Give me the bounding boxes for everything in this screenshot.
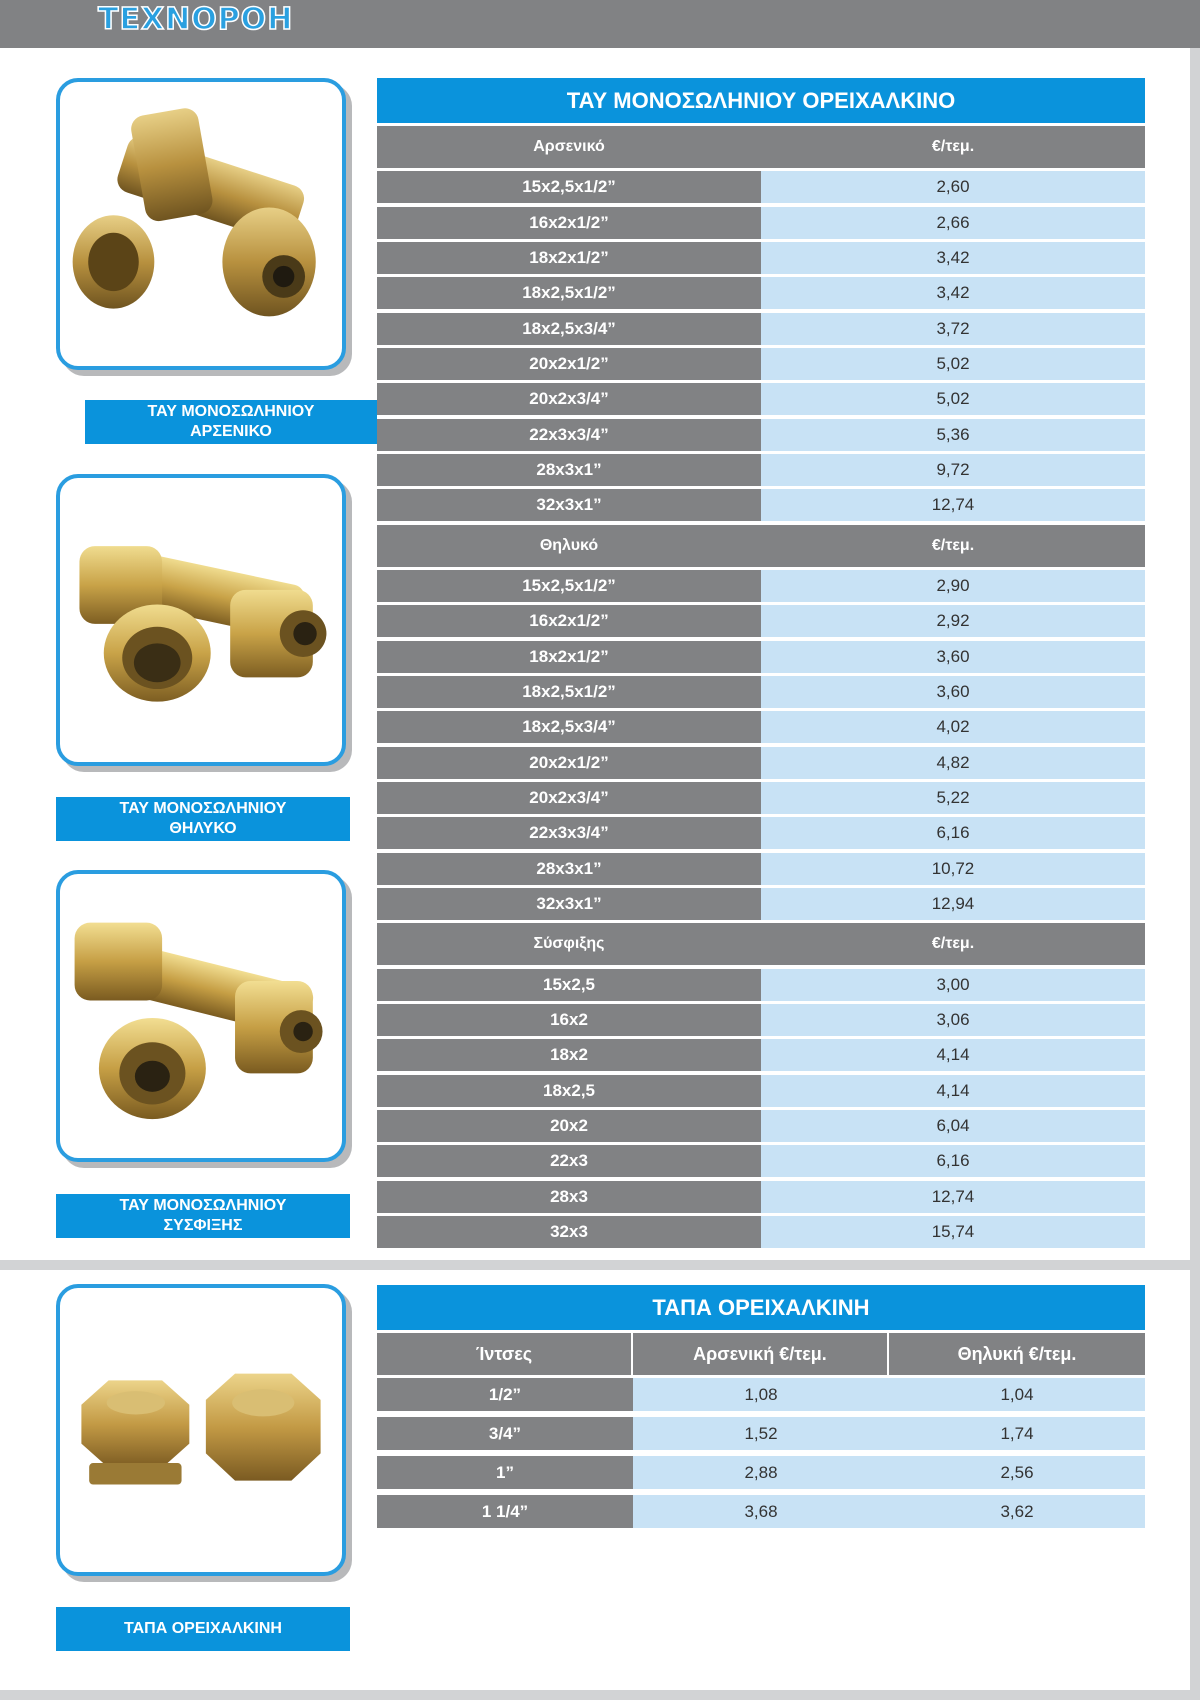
size-cell: 20x2x1/2” <box>377 747 761 779</box>
size-cell: 20x2x1/2” <box>377 348 761 380</box>
price-cell: 2,90 <box>761 570 1145 602</box>
brass-tee-female-icon <box>60 478 342 762</box>
table-row <box>377 1039 1145 1071</box>
caption-line: ΣΥΣΦΙΞΗΣ <box>163 1217 243 1234</box>
price-cell: 3,06 <box>761 1004 1145 1036</box>
header-female-price: Θηλυκή €/τεμ. <box>889 1333 1145 1375</box>
table-row <box>377 1110 1145 1142</box>
section-type-label: Σύσφιξης <box>377 923 761 965</box>
table-row <box>377 1075 1145 1107</box>
caption-cap <box>56 1607 350 1651</box>
cap-table-title: ΤΑΠΑ ΟΡΕΙΧΑΛΚΙΝΗ <box>377 1285 1145 1330</box>
table-row <box>377 782 1145 814</box>
product-photo-tee-male <box>56 78 346 370</box>
price-cell: 3,60 <box>761 676 1145 708</box>
size-cell: 28x3x1” <box>377 853 761 885</box>
size-cell: 1 1/4” <box>377 1495 633 1528</box>
table-row <box>377 1456 1145 1489</box>
caption-tee-female <box>56 797 350 841</box>
product-photo-tee-female <box>56 474 346 766</box>
section-type-label: Θηλυκό <box>377 525 761 567</box>
price-cell: 5,36 <box>761 419 1145 451</box>
size-cell: 18x2 <box>377 1039 761 1071</box>
tee-table-body <box>377 126 1145 1248</box>
size-cell: 1/2” <box>377 1378 633 1411</box>
size-cell: 18x2,5x3/4” <box>377 313 761 345</box>
table-row <box>377 888 1145 920</box>
size-cell: 28x3x1” <box>377 454 761 486</box>
table-row <box>377 1417 1145 1450</box>
price-cell: 3,00 <box>761 969 1145 1001</box>
price-cell: 6,16 <box>761 817 1145 849</box>
cap-price-table <box>377 1285 1145 1534</box>
size-cell: 18x2,5x3/4” <box>377 711 761 743</box>
size-cell: 18x2,5x1/2” <box>377 676 761 708</box>
table-row <box>377 1145 1145 1177</box>
caption-line: ΑΡΣΕΝΙΚΟ <box>190 423 272 440</box>
price-cell: 12,74 <box>761 489 1145 521</box>
price-cell: 9,72 <box>761 454 1145 486</box>
table-row <box>377 1216 1145 1248</box>
table-row <box>377 313 1145 345</box>
size-cell: 18x2x1/2” <box>377 641 761 673</box>
price-cell: 12,74 <box>761 1181 1145 1213</box>
size-cell: 15x2,5x1/2” <box>377 171 761 203</box>
price-header-label: €/τεμ. <box>761 126 1145 168</box>
price-cell: 2,60 <box>761 171 1145 203</box>
brass-tee-compression-icon <box>60 874 342 1158</box>
size-cell: 32x3x1” <box>377 888 761 920</box>
table-row <box>377 277 1145 309</box>
table-row <box>377 171 1145 203</box>
price-cell: 2,66 <box>761 207 1145 239</box>
female-price-cell: 3,62 <box>889 1495 1145 1528</box>
price-header-label: €/τεμ. <box>761 525 1145 567</box>
male-price-cell: 1,08 <box>633 1378 889 1411</box>
price-cell: 4,02 <box>761 711 1145 743</box>
section-divider <box>0 1260 1200 1270</box>
price-cell: 5,22 <box>761 782 1145 814</box>
size-cell: 20x2x3/4” <box>377 782 761 814</box>
tee-table-title: ΤΑΥ ΜΟΝΟΣΩΛΗΝΙΟΥ ΟΡΕΙΧΑΛΚΙΝΟ <box>377 78 1145 123</box>
table-row <box>377 817 1145 849</box>
price-cell: 5,02 <box>761 383 1145 415</box>
table-row <box>377 1004 1145 1036</box>
price-cell: 2,92 <box>761 605 1145 637</box>
size-cell: 22x3x3/4” <box>377 419 761 451</box>
table-row <box>377 1181 1145 1213</box>
price-cell: 4,14 <box>761 1039 1145 1071</box>
table-row <box>377 207 1145 239</box>
table-row <box>377 419 1145 451</box>
size-cell: 16x2x1/2” <box>377 605 761 637</box>
caption-tee-compression <box>56 1194 350 1238</box>
size-cell: 22x3 <box>377 1145 761 1177</box>
brand-logo: ΤΕΧΝΟΡΟΗ <box>98 2 294 37</box>
price-header-label: €/τεμ. <box>761 923 1145 965</box>
table-row <box>377 454 1145 486</box>
price-cell: 3,42 <box>761 277 1145 309</box>
price-cell: 15,74 <box>761 1216 1145 1248</box>
table-row <box>377 1495 1145 1528</box>
table-row <box>377 969 1145 1001</box>
price-cell: 10,72 <box>761 853 1145 885</box>
header-male-price: Αρσενική €/τεμ. <box>633 1333 889 1375</box>
price-cell: 6,04 <box>761 1110 1145 1142</box>
size-cell: 1” <box>377 1456 633 1489</box>
size-cell: 28x3 <box>377 1181 761 1213</box>
section-type-label: Αρσενικό <box>377 126 761 168</box>
male-price-cell: 1,52 <box>633 1417 889 1450</box>
size-cell: 32x3x1” <box>377 489 761 521</box>
header-inches: Ίντσες <box>377 1333 633 1375</box>
section-header <box>377 525 1145 567</box>
size-cell: 22x3x3/4” <box>377 817 761 849</box>
price-cell: 5,02 <box>761 348 1145 380</box>
header-bar <box>0 0 1200 48</box>
female-price-cell: 1,04 <box>889 1378 1145 1411</box>
caption-line: ΤΑΥ ΜΟΝΟΣΩΛΗΝΙΟΥ <box>147 403 315 420</box>
price-cell: 4,14 <box>761 1075 1145 1107</box>
caption-tee-male <box>85 400 377 444</box>
caption-line: ΤΑΥ ΜΟΝΟΣΩΛΗΝΙΟΥ <box>119 800 287 817</box>
size-cell: 15x2,5 <box>377 969 761 1001</box>
caption-line: ΤΑΥ ΜΟΝΟΣΩΛΗΝΙΟΥ <box>119 1197 287 1214</box>
table-row <box>377 348 1145 380</box>
size-cell: 16x2 <box>377 1004 761 1036</box>
size-cell: 32x3 <box>377 1216 761 1248</box>
section-header <box>377 126 1145 168</box>
male-price-cell: 3,68 <box>633 1495 889 1528</box>
table-row <box>377 383 1145 415</box>
size-cell: 18x2x1/2” <box>377 242 761 274</box>
table-row <box>377 853 1145 885</box>
size-cell: 16x2x1/2” <box>377 207 761 239</box>
size-cell: 15x2,5x1/2” <box>377 570 761 602</box>
table-row <box>377 676 1145 708</box>
table-row <box>377 489 1145 521</box>
price-cell: 3,72 <box>761 313 1145 345</box>
caption-line: ΘΗΛΥΚΟ <box>169 820 237 837</box>
cap-table-header <box>377 1333 1145 1375</box>
brass-caps-icon <box>60 1288 342 1572</box>
cap-table-body <box>377 1378 1145 1528</box>
price-cell: 4,82 <box>761 747 1145 779</box>
table-row <box>377 570 1145 602</box>
table-row <box>377 641 1145 673</box>
size-cell: 3/4” <box>377 1417 633 1450</box>
female-price-cell: 1,74 <box>889 1417 1145 1450</box>
table-row <box>377 1378 1145 1411</box>
female-price-cell: 2,56 <box>889 1456 1145 1489</box>
section-header <box>377 923 1145 965</box>
product-photo-cap <box>56 1284 346 1576</box>
tee-price-table <box>377 78 1145 1251</box>
price-cell: 6,16 <box>761 1145 1145 1177</box>
right-edge-bar <box>1190 48 1200 1700</box>
size-cell: 18x2,5 <box>377 1075 761 1107</box>
table-row <box>377 711 1145 743</box>
product-photo-tee-compression <box>56 870 346 1162</box>
price-cell: 12,94 <box>761 888 1145 920</box>
table-row <box>377 747 1145 779</box>
table-row <box>377 605 1145 637</box>
male-price-cell: 2,88 <box>633 1456 889 1489</box>
brass-tee-male-icon <box>60 82 342 366</box>
price-cell: 3,60 <box>761 641 1145 673</box>
bottom-divider <box>0 1690 1200 1700</box>
price-cell: 3,42 <box>761 242 1145 274</box>
table-row <box>377 242 1145 274</box>
size-cell: 20x2 <box>377 1110 761 1142</box>
size-cell: 20x2x3/4” <box>377 383 761 415</box>
caption-line: ΤΑΠΑ ΟΡΕΙΧΑΛΚΙΝΗ <box>124 1620 282 1637</box>
size-cell: 18x2,5x1/2” <box>377 277 761 309</box>
